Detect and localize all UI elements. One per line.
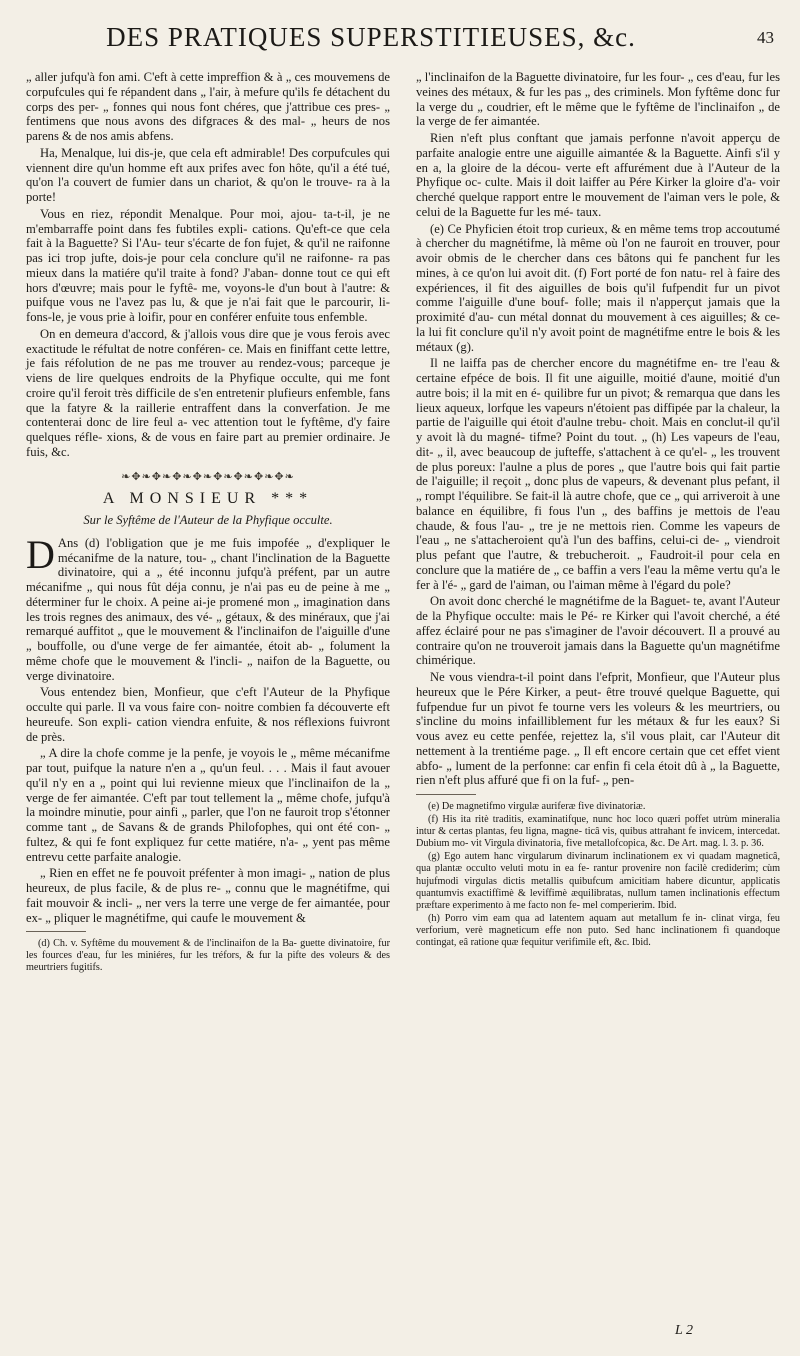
left-column	[26, 70, 394, 976]
paragraph: Rien n'eft plus conftant que jamais perfonne n'avoit apperçu de parfaite analogie entre une aiguille aimantée & la Baguette. Ainfi s'il y en a, la gloire de la décou- verte eft affurément due à l'Auteur de la Phyfique oc- culte. Mais il doit laiffer au Pére Kirker la gloire d'a- voir cherché quelque rapport entre le mouvement de l'aiman vers le pole, & celui de la Baguette fur les mé- taux.	[416, 131, 780, 219]
letter-subheading: Sur le Syftême de l'Auteur de la Phyfique occulte.	[83, 513, 333, 527]
footnote: (f) His ita ritè traditis, examinatifque, nunc hoc loco quæri poffet utrùm mineralia intur & certas plantas, feu ligna, magne- ticâ vis, quibus attrahant fe invicem, intercedat. Dubium mo- vit Virgula divinatoria, five metallofcopica, &c. De Art. mag. l. 3. p. 36.	[416, 814, 780, 850]
footnotes	[416, 801, 780, 949]
paragraph: Vous entendez bien, Monfieur, que c'eft l'Auteur de la Phyfique occulte qui parle. Il va vous faire con- noitre combien fa découverte eft heureufe. Son expli- cation viendra enfuite, & nos réflexions fuivront de près.	[26, 685, 390, 744]
paragraph: „ Rien en effet ne fe pouvoit préfenter à mon imagi- „ nation de plus heureux, de plus facile, & de plus re- „ connu que le magnétifme, qui fait mouvoir & incli- „ ner vers la terre une verge de fer aimantée, pour ex- „ pliquer le magnétifme, qui caufe le mouvement &	[26, 866, 390, 925]
paragraph: On en demeura d'accord, & j'allois vous dire que je vous ferois avec exactitude le réfultat de notre conféren- ce. Mais en finiffant cette lettre, je fais réfolution de ne pas me trouver au rendez-vous; parceque je viens de lire quelques endroits de la Phyfique occulte, qui me font croire qu'il feroit très difficile de s'en entretenir plufieurs enfemble, fans que la fatyre & la raillerie entraffent dans la converfation. Je me contenterai donc de lire feul a- vec attention tout le fyftême, d'y faire quelques réfle- xions, & de vous en faire part au premier ordinaire. Je fuis, &c.	[26, 326, 390, 459]
right-column	[416, 70, 780, 950]
footnote: (g) Ego autem hanc virgularum divinarum inclinationem ex vi quadam magneticâ, qua plantæ occulto veluti motu in ea fe- rantur provenire non facilè crediderim; cùm hujufmodi virgulas dictis metallis quibufcum amicitiam habere dicuntur, applicatis quantumvis exactiffimè & leviffimè æquilibratas, nullum tamen inclinationis effectum præftare experimento à me facto non fe- mel comperierim. Ibid.	[416, 851, 780, 911]
paragraph: „ l'inclinaifon de la Baguette divinatoire, fur les four- „ ces d'eau, fur les veines des métaux, & fur les pas „ des criminels. Mon fyftême donc fur la verge du „ coudrier, eft le même que le fyftême de l'inclinaifon „ de la verge de fer aimantée.	[416, 70, 780, 129]
footnote: (h) Porro vim eam qua ad latentem aquam aut metallum fe in- clinat virga, feu verforium, verè magneticum effe non puto. Sed hanc inclinationem fi quandoque contingat, eâ ratione quæ fequitur verifimile eft, &c. Ibid.	[416, 912, 780, 949]
drop-cap: D	[26, 531, 55, 577]
paragraph: On avoit donc cherché le magnétifme de la Baguet- te, avant l'Auteur de la Phyfique occulte: mais le Pé- re Kirker qui l'avoit cherché, a été affez éclairé pour ne pas s'imaginer de l'avoir découvert. Il a prouvé au contraire qu'on ne trouveroit jamais dans la Baguette qu'un magnétifme chimérique.	[416, 594, 780, 668]
footnote: (d) Ch. v. Syftême du mouvement & de l'inclinaifon de la Ba- guette divinatoire, fur les fources d'eau, fur les miniéres, fur les tréfors, & fur la pifte des voleurs & des meurtriers fugitifs.	[26, 938, 390, 974]
signature-mark: L 2	[674, 1323, 694, 1338]
paragraph: „ A dire la chofe comme je la penfe, je voyois le „ même mécanifme par tout, puifque la nature n'en a „ qu'un feul. . . . Mais il faut avouer qu'il n'y en a „ point qui lui revienne mieux que l'inclinaifon de la „ verge de fer aimantée. C'eft par tout tellement la „ même chofe, jufqu'à la moindre minutie, pour ainfi „ parler, que l'on ne fauroit trop s'étonner comme tant „ de Savans & de grands Philofophes, qui ont été con- „ fultez, & qui fe font expliquez fur cette matiére, n'a- „ yent pas même entrevu cette parfaite analogie.	[26, 746, 390, 864]
ornament-divider: ❧✥❧✥❧✥❧✥❧✥❧✥❧✥❧✥❧	[121, 470, 295, 483]
page-header	[28, 20, 774, 54]
paragraph: Ne vous viendra-t-il point dans l'efprit, Monfieur, que l'Auteur plus heureux que le Pére Kirker, a peut- être trouvé quelque Baguette, qui fufpendue fur un pivot fe tourne vers les voleurs & les meurtriers, ou s'incline du moins infailliblement fur les métaux & fur les eaux? Si vous avez eu cette penfée, rejettez la, s'il vous plait, car l'Auteur dit nettement à la trentiéme page. „ Il eft encore certain que cet effet vient abfo- „ lument de la perfonne: car enfin fi cela étoit dû à „ la Baguette, rien n'eft plus affuré que fi on la fuf- „ pen-	[416, 670, 780, 788]
paragraph: Ha, Menalque, lui dis-je, que cela eft admirable! Des corpufcules qui viennent dire qu'un homme eft aux prifes avec fon hôte, qu'il a été tué, qu'on l'a couvert de fumier dans un chariot, & qu'on le trouve- ra à la porte!	[26, 145, 390, 204]
paragraph-text: Ans (d) l'obligation que je me fuis impofée „ d'expliquer le mécanifme de la nature, tou- „ chant l'inclination de la Baguette divinatoire, qui a „ été inconnu jufqu'à préfent, par un autre mécanifme „ qui nous fût déja connu, je n'ai pas eu de peine à me „ déterminer fur le choix. A peine ai-je promené mon „ imagination dans les trois regnes des animaux, des vé- „ gétaux, & des minéraux, que j'ai remarqué auffitot „ que le mouvement & l'inclinaifon de l'aiguille d'une „ bouffolle, ou d'une verge de fer aimantée, étoit ab- „ folument la même chofe que le mouvement & l'incli- „ naifon de la Baguette, ou verge divinatoire.	[26, 535, 390, 683]
paragraph: Il ne laiffa pas de chercher encore du magnétifme en- tre l'eau & certaine efpéce de bois. Il fit une aiguille, moitié d'aune, moitié d'un autre bois; il la mit en é- quilibre fur un pivot; & remarqua que dans les lieux aqueux, lorfque les vapeurs n'étoient pas diffipée par la chaleur, la partie de l'aiguille qui étoit d'aulne trebu- choit. Mais en conclut-il qu'il y avoit là du magné- tifme? Point du tout. „ (h) Les vapeurs de l'eau, dit- „ il, avec beaucoup de jufteffe, s'attachent à ce qu'el- „ les trouvent de plus poreux: l'aulne a plus de pores „ que l'autre bois qui fait partie de l'aiguille; il reçoit „ donc plus de vapeurs, & devenant plus pefant, il „ rompt l'équilibre. Se fait-il là autre chofe, que ce „ qui arriveroit à une balance en équilibre, fi fous l'un „ des baffins je mettois de l'eau chaude, & fous l'au- „ tre je ne mettois rien. Comme les vapeurs de l'eau „ ne s'attacheroient qu'à l'un des baffins, celui-ci de- „ viendroit plus pefant que l'autre, & trebucheroit. „ Faudroit-il pour cela en conclure que la matiére de „ ce baffin a vers l'eau la même vertu qu'a le fer à l'é- „ gard de l'aiman, ou l'aiman même à l'égard du pole?	[416, 356, 780, 592]
paragraph: (e) Ce Phyficien étoit trop curieux, & en même tems trop accoutumé à chercher du magnétifme, là même où l'on ne fauroit en trouver, pour avoir obmis de le chercher dans ces bâtons qui fe panchent fur les mines, à ce qu'on lui avoit dit. (f) Fort porté de fon natu- rel à faire des expériences, il fit des aiguilles de bois qu'il fufpendit fur un pivot comme l'aiguille d'une bouf- folle; mais il n'apperçut jamais que la proximité d'au- cun métal donnat du mouvement à ces aiguilles; & ce- la lui fit conclure qu'il n'y avoit point de magnétifme entre le bois & les métaux (g).	[416, 221, 780, 354]
paragraph	[26, 531, 390, 684]
footnotes	[26, 938, 390, 974]
letter-heading: A MONSIEUR ***	[102, 490, 314, 508]
paragraph: Vous en riez, répondit Menalque. Pour moi, ajou- ta-t-il, je ne m'embarraffe point dans fes fubtiles expli- cations. Qu'eft-ce que cela fait à la Baguette? Si l'Au- teur s'écarte de fon fujet, & qu'il ne raifonne pas ici trop jufte, dois-je pour cela conclure qu'il ne raifonne- ra pas mieux dans la matiére qu'il traite à fond? J'aban- donne tout ce qui eft hors d'œuvre; mais pour le fyftê- me, voyons-le d'un bout à l'autre: & puifque vous ne l'avez pas lu, & que je n'ai fait que le parcourir, li- fons-le, je vous prie à loifir, pour en conférer enfuite tous enfemble.	[26, 206, 390, 324]
footnote-rule	[26, 931, 86, 932]
running-head: DES PRATIQUES SUPERSTITIEUSES, &c.	[106, 22, 636, 52]
footnote: (e) De magnetifmo virgulæ auriferæ five divinatoriæ.	[428, 801, 646, 812]
paragraph: „ aller jufqu'à fon ami. C'eft à cette impreffion & à „ ces mouvemens de corpufcules qui fe répandent dans „ l'air, à mefure qu'ils fe détachent du corps des per- „ fonnes qui nous font chéres, que j'attribue ces pres- „ fentimens que nous avons des difgraces & des mal- „ heurs de nos parens & de nos amis abfens.	[26, 70, 394, 143]
page-number: 43	[757, 28, 774, 47]
footnote-rule	[416, 794, 476, 795]
